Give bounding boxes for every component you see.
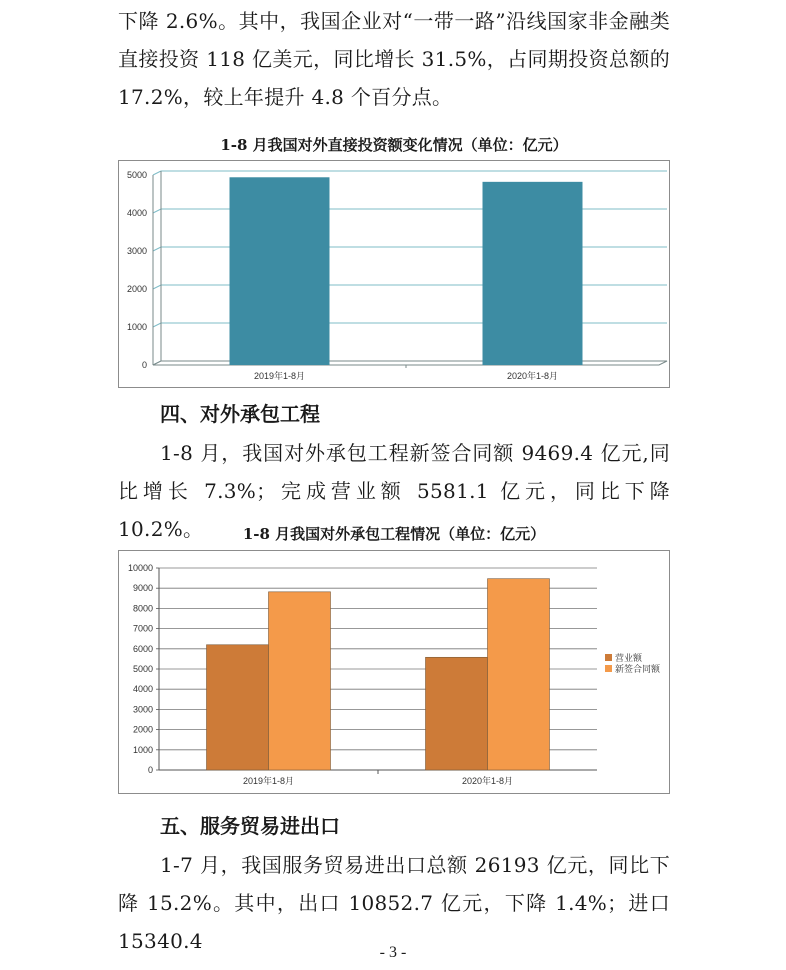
- y-tick-label: 4000: [132, 684, 153, 695]
- section-heading-service-trade: 五、服务贸易进出口: [160, 814, 340, 838]
- paragraph-contracted-projects: 1-8 月，我国对外承包工程新签合同额 9469.4 亿元,同比增长 7.3%；完成营业额 5581.1 亿元，同比下降 10.2%。: [118, 441, 670, 541]
- gridline-side: [153, 285, 161, 289]
- bar-0: [426, 657, 488, 770]
- section-heading-contracted-projects: 四、对外承包工程: [160, 402, 320, 426]
- y-tick-label: 8000: [132, 603, 153, 614]
- x-tick-label: 2020年1-8月: [461, 776, 514, 786]
- y-tick-label: 5000: [126, 170, 147, 180]
- x-tick-label: 2020年1-8月: [506, 371, 559, 381]
- paragraph-overseas-investment: 下降 2.6%。其中，我国企业对“一带一路”沿线国家非金融类直接投资 118 亿美元，同比增长 31.5%，占同期投资总额的 17.2%，较上年提升 4.8 个百分点。: [118, 9, 670, 109]
- gridline-side: [153, 171, 161, 175]
- legend-swatch: [605, 665, 612, 672]
- y-tick-label: 0: [147, 765, 153, 775]
- y-tick-label: 6000: [132, 643, 153, 654]
- y-tick-label: 3000: [132, 704, 153, 715]
- gridline-side: [153, 323, 161, 327]
- gridline-side: [153, 247, 161, 251]
- bar: [230, 177, 330, 365]
- paragraph-service-trade: 1-7 月，我国服务贸易进出口总额 26193 亿元，同比下降 15.2%。其中，出口 10852.7 亿元，下降 1.4%；进口 15340.4: [118, 853, 670, 953]
- bar-1: [488, 579, 550, 770]
- y-tick-label: 5000: [132, 664, 153, 674]
- y-tick-label: 1000: [126, 322, 147, 332]
- y-tick-label: 2000: [126, 284, 147, 294]
- legend-swatch: [605, 654, 612, 661]
- direct-investment-chart-svg: [119, 161, 669, 387]
- y-tick-label: 2000: [132, 724, 153, 735]
- y-tick-label: 10000: [127, 563, 153, 573]
- contracted-projects-chart-svg: [119, 551, 669, 793]
- y-tick-label: 4000: [126, 208, 147, 218]
- y-tick-label: 9000: [132, 583, 153, 594]
- contracted-projects-chart: [118, 550, 670, 794]
- legend-label: 新签合同额: [615, 664, 661, 674]
- x-tick-label: 2019年1-8月: [242, 776, 295, 786]
- y-tick-label: 1000: [132, 744, 153, 755]
- chart-title-direct-investment: 1-8 月我国对外直接投资额变化情况（单位：亿元）: [220, 136, 568, 154]
- bar-1: [269, 592, 331, 770]
- chart-title-contracted-projects: 1-8 月我国对外承包工程情况（单位：亿元）: [242, 525, 546, 543]
- bar: [483, 182, 583, 365]
- y-tick-label: 7000: [132, 623, 153, 634]
- bar-0: [207, 645, 269, 770]
- legend-label: 营业额: [615, 653, 643, 663]
- direct-investment-chart: [118, 160, 670, 388]
- x-tick-label: 2019年1-8月: [253, 371, 306, 381]
- y-tick-label: 0: [141, 360, 147, 370]
- gridline-side: [153, 209, 161, 213]
- y-tick-label: 3000: [126, 246, 147, 256]
- page-number: - 3 -: [379, 944, 407, 961]
